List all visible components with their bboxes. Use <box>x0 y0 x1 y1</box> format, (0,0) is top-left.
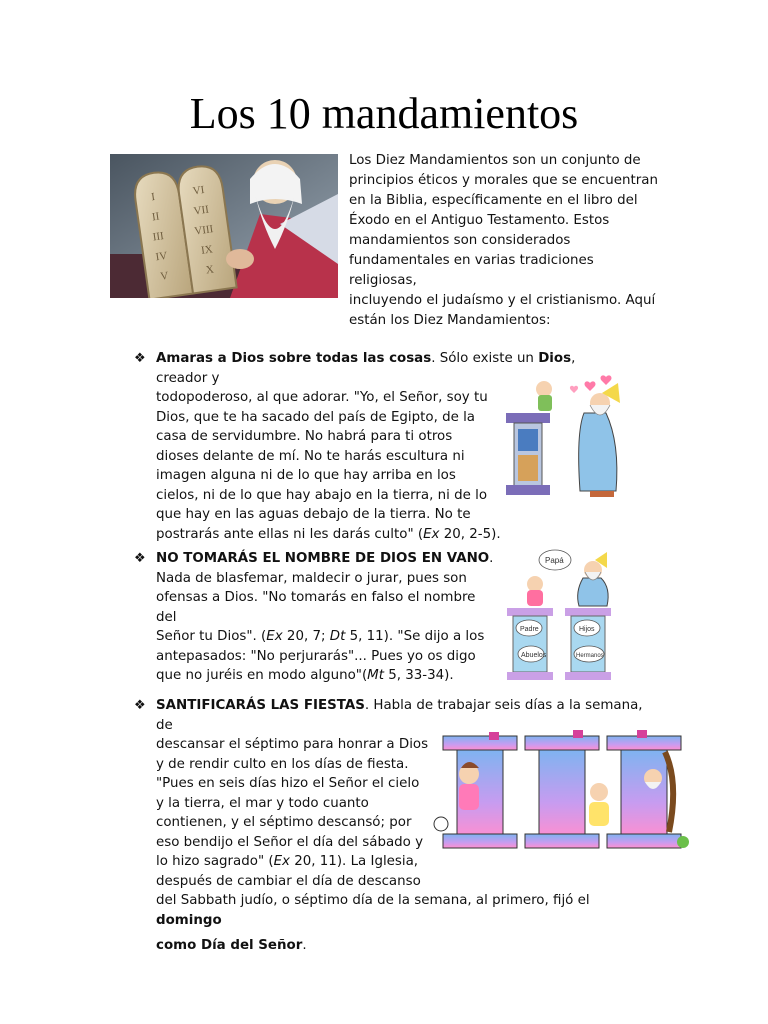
bubble-label: Hermanos <box>576 653 604 659</box>
commandment-line <box>156 549 496 569</box>
intro-line: están los Diez Mandamientos: <box>349 313 551 328</box>
intro-line: fundamentales en varias tradiciones religiosas, <box>349 253 594 288</box>
text-run: imagen alguna ni de lo que hay arriba en los <box>156 468 456 483</box>
text-run: que no juréis en modo alguno"( <box>156 668 368 683</box>
svg-text:V: V <box>159 269 170 283</box>
text-run: "Pues en seis días hizo el Señor el cielo <box>156 776 420 791</box>
italic-text: Dt <box>329 629 346 644</box>
roman-numeral-one-illustration <box>494 373 634 499</box>
text-run: Nada de blasfemar, maldecir o jurar, pues son <box>156 570 467 586</box>
text-run: 20, 11). La Iglesia, <box>289 854 419 869</box>
roman-numeral-three-illustration <box>429 722 697 852</box>
text-run: ofensas a Dios. "No tomarás en falso el nombre del <box>156 590 476 625</box>
svg-text:VI: VI <box>192 183 206 198</box>
intro-line: incluyendo el judaísmo y el cristianismo. Aquí <box>349 293 656 308</box>
text-run: 5, 33-34). <box>383 668 454 683</box>
text-run: que hay en las aguas debajo de la tierra. No te <box>156 507 471 522</box>
bold-text: SANTIFICARÁS LAS FIESTAS <box>156 698 365 713</box>
text-run: casa de servidumbre. No habrá para ti otros <box>156 429 453 444</box>
text-run: dioses delante de mí. No te harás escultura ni <box>156 448 465 464</box>
intro-line: Éxodo en el Antiguo Testamento. Estos <box>349 213 610 228</box>
commandment-2-illustration <box>503 548 628 680</box>
moses-tablets-image <box>110 154 338 298</box>
svg-text:VII: VII <box>192 203 210 218</box>
bold-text: como Día del Señor <box>156 938 303 953</box>
commandment-line <box>156 891 646 930</box>
intro-line: mandamientos son considerados <box>349 233 571 248</box>
bullet-icon: ❖ <box>134 698 146 713</box>
commandment-3-illustration <box>429 722 697 852</box>
svg-text:IX: IX <box>200 243 214 257</box>
moses-tablets-illustration <box>110 154 338 298</box>
bold-text: Amaras a Dios sobre todas las cosas <box>156 351 432 366</box>
text-run: cielos, ni de lo que hay abajo en la tierra, ni de lo <box>156 487 488 503</box>
commandment-line <box>156 872 646 892</box>
intro-line: en la Biblia, específicamente en el libro del <box>349 193 638 208</box>
text-run: 20, 2-5). <box>439 526 501 542</box>
bubble-label: Hijos <box>579 626 595 633</box>
svg-text:I: I <box>150 190 156 204</box>
commandment-1-illustration <box>494 373 634 499</box>
text-run: contienen, y el séptimo descansó; por <box>156 815 412 830</box>
text-run: antepasados: "No perjurarás"... Pues yo os digo <box>156 648 476 664</box>
bold-text: domingo <box>156 912 222 928</box>
commandment-line <box>156 936 646 956</box>
commandment-line <box>156 505 626 525</box>
commandment-2 <box>156 549 496 686</box>
text-run: postrarás ante ellas ni les darás culto" ( <box>156 526 424 542</box>
commandment-line <box>156 666 496 686</box>
svg-text:X: X <box>205 263 215 277</box>
italic-text: Ex <box>266 629 283 644</box>
commandment-line <box>156 852 646 872</box>
text-run: 20, 7; <box>282 629 330 644</box>
bubble-label: Papá <box>545 556 564 565</box>
page-title: Los 10 mandamientos <box>189 89 579 138</box>
bold-text: NO TOMARÁS EL NOMBRE DE DIOS EN VANO <box>156 551 490 566</box>
text-run: . Sólo existe un <box>431 351 539 366</box>
commandment-line <box>156 569 496 589</box>
bubble-label: Padre <box>520 626 539 633</box>
text-run: . <box>489 551 494 566</box>
commandment-line <box>156 627 496 647</box>
intro-line: Los Diez Mandamientos son un conjunto de <box>349 153 641 168</box>
commandment-line <box>156 647 496 667</box>
text-run: 5, 11). "Se dijo a los <box>345 629 485 644</box>
bold-text: Dios <box>538 351 572 366</box>
italic-text: Ex <box>423 526 440 542</box>
text-run: del Sabbath judío, o séptimo día de la semana, al primero, fijó el <box>156 893 590 908</box>
roman-numeral-two-illustration <box>503 548 628 680</box>
bullet-icon: ❖ <box>134 351 146 366</box>
text-run: Señor tu Dios". ( <box>156 629 267 644</box>
text-run: . <box>302 938 307 953</box>
bullet-icon: ❖ <box>134 551 146 566</box>
svg-text:III: III <box>152 230 165 244</box>
commandment-line <box>156 588 496 627</box>
text-run: y de rendir culto en los días de fiesta. <box>156 756 409 772</box>
commandment-line <box>156 525 626 545</box>
svg-text:VIII: VIII <box>193 223 215 238</box>
text-run: Dios, que te ha sacado del país de Egipto, de la <box>156 409 476 425</box>
intro-paragraph <box>349 151 659 331</box>
text-run: , creador y <box>156 351 576 386</box>
bubble-label: Abuelos <box>521 652 547 659</box>
text-run: lo hizo sagrado" ( <box>156 854 274 869</box>
italic-text: Mt <box>367 668 384 683</box>
text-run: eso bendijo el Señor el día del sábado y <box>156 834 424 850</box>
text-run: después de cambiar el día de descanso <box>156 873 421 889</box>
svg-text:II: II <box>151 210 161 224</box>
italic-text: Ex <box>273 854 290 869</box>
text-run: todopoderoso, al que adorar. "Yo, el Señor, soy tu <box>156 390 488 405</box>
intro-line: principios éticos y morales que se encuentran <box>349 173 658 188</box>
text-run: y la tierra, el mar y todo cuanto <box>156 795 369 811</box>
text-run: . Habla de trabajar seis días a la semana, de <box>156 698 643 733</box>
text-run: descansar el séptimo para honrar a Dios <box>156 737 429 752</box>
svg-text:IV: IV <box>154 249 168 264</box>
